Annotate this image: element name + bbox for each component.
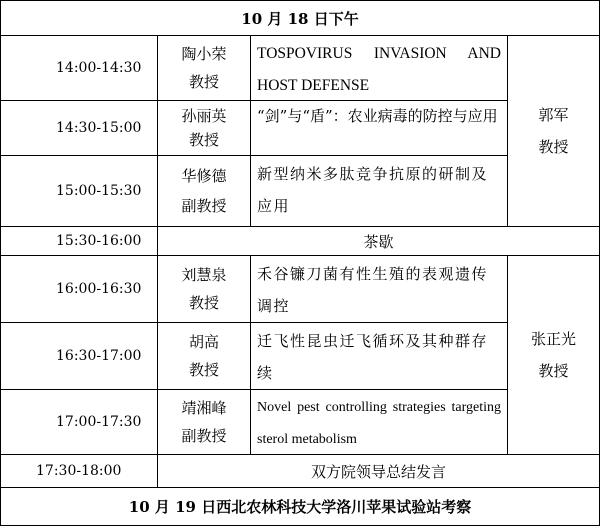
session-speaker	[158, 390, 250, 454]
break-time: 15:30-16:00	[56, 233, 142, 249]
session-topic: 禾谷镰刀菌有性生殖的表观遗传调控	[257, 265, 489, 315]
session-time: 17:00-17:30	[56, 414, 142, 430]
break-label: 茶歇	[363, 232, 394, 251]
column-divider	[250, 255, 251, 455]
row-divider	[0, 155, 507, 156]
row-divider	[0, 454, 600, 455]
speaker-name: 靖湘峰	[181, 399, 227, 418]
speaker-title: 副教授	[181, 426, 227, 445]
speaker-name: 陶小荣	[181, 45, 227, 64]
session-time: 16:30-17:00	[56, 348, 142, 364]
table-border-top	[0, 0, 600, 1]
speaker-name: 刘慧泉	[181, 266, 227, 284]
chair-name: 郭军	[538, 106, 569, 124]
session-chair	[508, 256, 599, 454]
row-divider	[0, 389, 507, 390]
speaker-title: 副教授	[181, 196, 227, 215]
row-divider	[0, 35, 600, 36]
session-time: 16:00-16:30	[56, 281, 142, 297]
column-divider	[250, 35, 251, 227]
session-time: 14:00-14:30	[56, 60, 142, 76]
afternoon-header: 10 月 18 日下午	[241, 9, 359, 28]
session-speaker	[158, 323, 250, 389]
chair-name: 张正光	[530, 330, 576, 348]
speaker-name: 孙丽英	[181, 107, 227, 125]
row-divider	[0, 322, 507, 323]
closing-label: 双方院领导总结发言	[310, 462, 446, 481]
column-divider	[507, 255, 508, 455]
session-topic: “剑”与“盾”：农业病毒的防控与应用	[257, 107, 498, 125]
session-time: 14:30-15:00	[56, 120, 142, 136]
session-chair	[508, 36, 599, 226]
row-divider	[0, 487, 600, 488]
column-divider	[507, 35, 508, 227]
table-border-left	[0, 0, 1, 526]
speaker-title: 教授	[188, 131, 219, 149]
speaker-title: 教授	[188, 72, 219, 91]
chair-title: 教授	[538, 138, 569, 156]
row-divider	[0, 226, 600, 227]
session-topic: 新型纳米多肽竞争抗原的研制及应用	[257, 165, 489, 215]
session-topic: 迁飞性昆虫迁飞循环及其种群存续	[257, 332, 489, 382]
session-speaker	[158, 101, 250, 155]
session-speaker	[158, 256, 250, 322]
chair-title: 教授	[538, 362, 569, 380]
speaker-name: 胡高	[188, 333, 219, 351]
session-speaker	[158, 156, 250, 226]
session-topic: Novel pest controlling strategies targeting sterol metabolism	[257, 400, 501, 447]
session-speaker	[158, 36, 250, 100]
speaker-title: 教授	[188, 361, 219, 379]
row-divider	[0, 100, 507, 101]
column-divider	[157, 35, 158, 488]
session-time: 15:00-15:30	[56, 183, 142, 199]
session-topic: TOSPOVIRUS INVASION AND HOST DEFENSE	[257, 45, 501, 94]
closing-time: 17:30-18:00	[36, 463, 122, 479]
field-trip-header: 10 月 19 日西北农林科技大学洛川苹果试验站考察	[128, 498, 472, 516]
row-divider	[0, 255, 600, 256]
speaker-name: 华修德	[181, 167, 227, 186]
speaker-title: 教授	[188, 294, 219, 312]
